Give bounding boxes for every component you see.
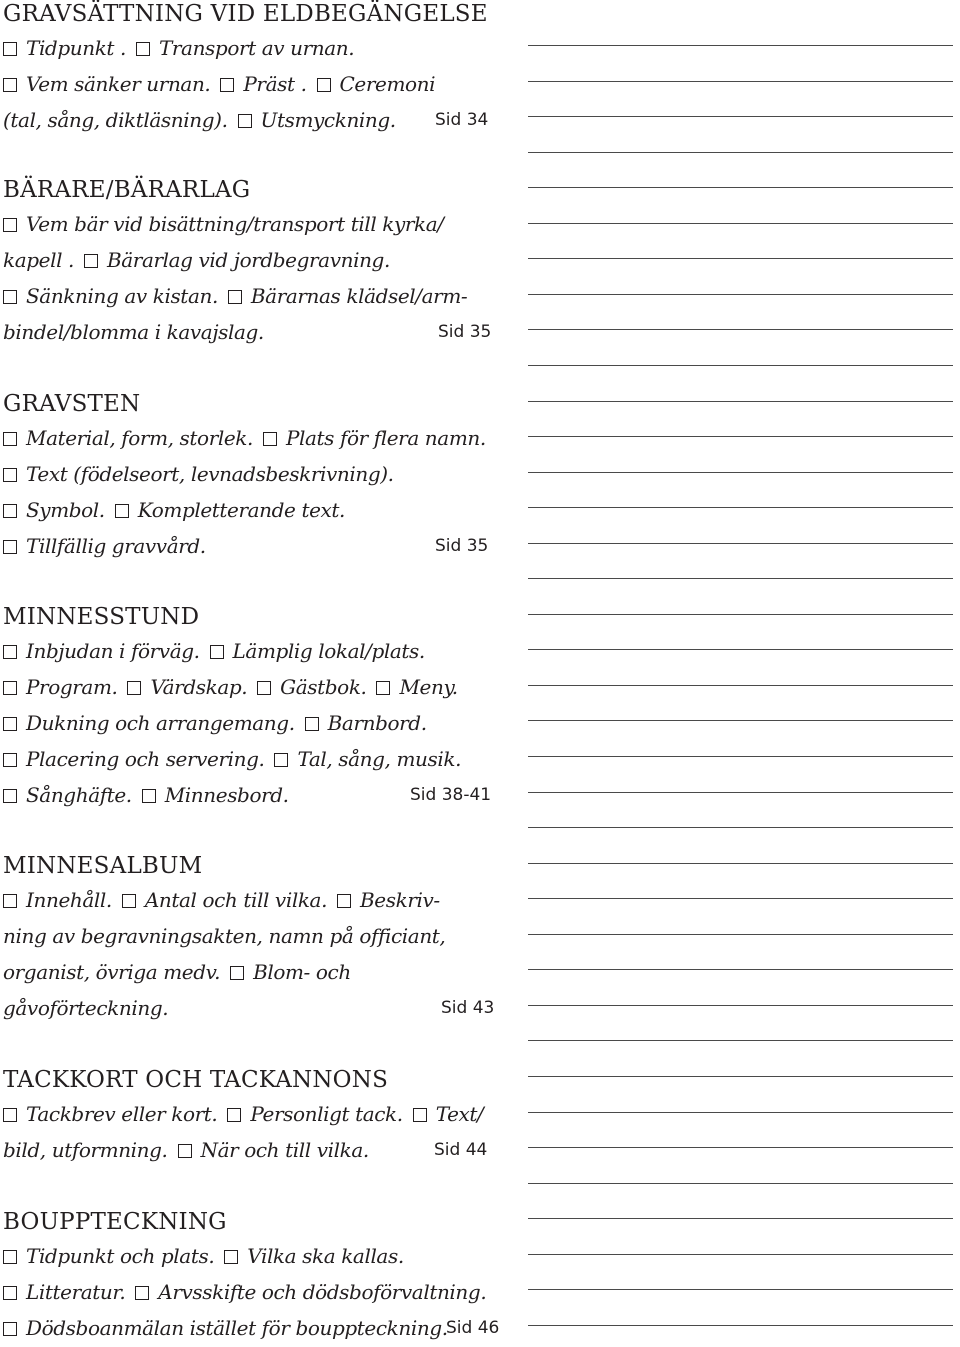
writing-line (528, 685, 953, 686)
checklist-item[interactable] (3, 498, 105, 522)
checkbox[interactable] (274, 753, 288, 767)
writing-line (528, 1218, 953, 1219)
checkbox[interactable] (3, 540, 17, 554)
checkbox[interactable] (3, 1250, 17, 1264)
checkbox[interactable] (3, 1108, 17, 1122)
writing-line (528, 578, 953, 579)
writing-line (528, 649, 953, 650)
checkbox[interactable] (230, 966, 244, 980)
checkbox[interactable] (3, 717, 17, 731)
checklist-item-text: Vilka ska kallas. (247, 1244, 404, 1268)
checklist-item-text: bild, utformning. (3, 1138, 168, 1162)
page-reference: Sid 35 (438, 322, 492, 342)
checklist-item-text: Utsmyckning. (260, 108, 396, 132)
checklist-item-text: Sänkning av kistan. (26, 284, 218, 308)
checklist-item[interactable] (3, 747, 265, 771)
checklist-item[interactable] (259, 426, 486, 450)
section-heading: BOUPPTECKNING (3, 1209, 227, 1235)
checklist-item (3, 248, 74, 272)
checklist-line (3, 66, 435, 102)
checkbox[interactable] (3, 894, 17, 908)
page-reference: Sid 46 (446, 1318, 500, 1338)
checklist-line (3, 1238, 404, 1274)
section (3, 852, 508, 1020)
checkbox[interactable] (84, 254, 98, 268)
checklist-item[interactable] (3, 212, 444, 236)
checklist-item-text: Program. (26, 675, 118, 699)
checklist-item[interactable] (3, 72, 210, 96)
checklist-item[interactable] (301, 711, 427, 735)
checklist-line (3, 30, 354, 66)
writing-line (528, 756, 953, 757)
checklist-item (3, 924, 445, 948)
writing-lines (528, 0, 953, 1347)
checklist-item-text: bindel/blomma i kavajslag. (3, 320, 264, 344)
checkbox[interactable] (305, 717, 319, 731)
checklist-item-text: Tidpunkt och plats. (26, 1244, 215, 1268)
writing-line (528, 720, 953, 721)
checkbox[interactable] (135, 1286, 149, 1300)
writing-line (528, 969, 953, 970)
checklist-item[interactable] (123, 675, 247, 699)
checklist-item-text: Tidpunkt . (26, 36, 126, 60)
checkbox[interactable] (3, 753, 17, 767)
checkbox[interactable] (3, 1322, 17, 1336)
checkbox[interactable] (3, 504, 17, 518)
checklist-item-text: Sånghäfte. (26, 783, 132, 807)
checklist-item[interactable] (3, 1102, 217, 1126)
checklist-item-text: organist, övriga medv. (3, 960, 221, 984)
checkbox[interactable] (3, 468, 17, 482)
checklist-item[interactable] (3, 1280, 125, 1304)
page-reference: Sid 44 (434, 1140, 488, 1160)
section (3, 390, 508, 558)
checklist-line (3, 528, 489, 564)
writing-line (528, 472, 953, 473)
checklist-item-text: Gästbok. (280, 675, 367, 699)
checklist-line (3, 633, 425, 669)
checkbox[interactable] (238, 114, 252, 128)
checklist-line (3, 918, 445, 954)
section (3, 603, 508, 807)
checklist-line (3, 705, 427, 741)
checklist-item[interactable] (3, 36, 126, 60)
checklist-item (3, 960, 220, 984)
writing-line (528, 329, 953, 330)
checklist-line (3, 777, 492, 813)
checklist-line (3, 278, 467, 314)
checkbox[interactable] (227, 1108, 241, 1122)
checklist-item[interactable] (138, 783, 289, 807)
checklist-item-text: Beskriv- (360, 888, 440, 912)
checklist-item[interactable] (3, 426, 253, 450)
section (3, 0, 508, 132)
checkbox[interactable] (3, 789, 17, 803)
checklist-item[interactable] (226, 960, 351, 984)
checklist-line (3, 741, 461, 777)
checklist-item-text: Innehåll. (26, 888, 112, 912)
writing-line (528, 792, 953, 793)
checklist-item[interactable] (132, 36, 354, 60)
section-heading: GRAVSTEN (3, 391, 141, 417)
checkbox[interactable] (3, 42, 17, 56)
checklist-item[interactable] (3, 675, 117, 699)
checklist-item-text: Barnbord. (327, 711, 427, 735)
checkbox[interactable] (317, 78, 331, 92)
writing-line (528, 1325, 953, 1326)
checkbox[interactable] (337, 894, 351, 908)
checklist-item-text: Text/ (435, 1102, 484, 1126)
checklist-item-text: Tal, sång, musik. (297, 747, 462, 771)
checklist-item-text: Material, form, storlek. (26, 426, 253, 450)
checklist-item[interactable] (3, 284, 218, 308)
checklist-line (3, 456, 394, 492)
checkbox[interactable] (3, 681, 17, 695)
checklist-line (3, 669, 458, 705)
checklist-item[interactable] (220, 1244, 404, 1268)
writing-line (528, 543, 953, 544)
checkbox[interactable] (142, 789, 156, 803)
writing-line (528, 1183, 953, 1184)
checklist-item (3, 108, 228, 132)
checklist-item[interactable] (3, 783, 132, 807)
section-heading: MINNESALBUM (3, 853, 203, 879)
checkbox[interactable] (263, 432, 277, 446)
checklist-line (3, 1310, 500, 1346)
section-heading: TACKKORT OCH TACKANNONS (3, 1067, 389, 1093)
writing-line (528, 1076, 953, 1077)
checklist-item-text: gåvoförteckning. (3, 996, 169, 1020)
checklist-item[interactable] (118, 888, 327, 912)
checkbox[interactable] (3, 290, 17, 304)
section (3, 1066, 508, 1162)
checklist-item[interactable] (80, 248, 390, 272)
writing-line (528, 1005, 953, 1006)
checklist-item[interactable] (372, 675, 457, 699)
checklist-item-text: Minnesbord. (164, 783, 289, 807)
checklist-item[interactable] (3, 1244, 214, 1268)
checklist-item[interactable] (3, 888, 112, 912)
checklist-item-text: (tal, sång, diktläsning). (3, 108, 228, 132)
writing-line (528, 507, 953, 508)
checklist-item-text: Antal och till vilka. (144, 888, 328, 912)
checklist-line (3, 314, 492, 350)
writing-line (528, 223, 953, 224)
checklist-item[interactable] (224, 284, 467, 308)
checkbox[interactable] (3, 1286, 17, 1300)
writing-line (528, 827, 953, 828)
checklist-item-text: Bärarlag vid jordbegravning. (106, 248, 390, 272)
checklist-item-text: Lämplig lokal/plats. (232, 639, 425, 663)
page-reference: Sid 38-41 (410, 785, 492, 805)
writing-line (528, 1289, 953, 1290)
writing-line (528, 934, 953, 935)
checklist-item-text: Symbol. (26, 498, 105, 522)
checklist-item[interactable] (253, 675, 366, 699)
checklist-item[interactable] (270, 747, 461, 771)
checklist-item-text: Placering och servering. (26, 747, 265, 771)
checkbox[interactable] (220, 78, 234, 92)
checklist-item-text: Kompletterande text. (137, 498, 345, 522)
checkbox[interactable] (228, 290, 242, 304)
checklist-item (3, 1138, 168, 1162)
writing-line (528, 614, 953, 615)
checkbox[interactable] (115, 504, 129, 518)
checklist-item-text: Litteratur. (26, 1280, 126, 1304)
checklist-item[interactable] (313, 72, 436, 96)
checkbox[interactable] (210, 645, 224, 659)
checklist-line (3, 1096, 483, 1132)
checklist-item-text: Tackbrev eller kort. (26, 1102, 218, 1126)
checklist-item[interactable] (3, 462, 394, 486)
writing-line (528, 1147, 953, 1148)
checklist-item[interactable] (216, 72, 306, 96)
page-reference: Sid 35 (435, 536, 489, 556)
checklist-item (3, 996, 168, 1020)
checklist-item-text: Vem bär vid bisättning/transport till kyrka/ (26, 212, 444, 236)
checklist-item[interactable] (111, 498, 345, 522)
writing-line (528, 294, 953, 295)
checklist-item-text: Bärarnas klädsel/arm- (250, 284, 468, 308)
section-heading: BÄRARE/BÄRARLAG (3, 177, 251, 203)
writing-line (528, 365, 953, 366)
section-heading: GRAVSÄTTNING VID ELDBEGÄNGELSE (3, 1, 488, 27)
checkbox[interactable] (3, 645, 17, 659)
page-reference: Sid 34 (435, 110, 489, 130)
checklist-item-text: Plats för flera namn. (285, 426, 486, 450)
checklist-item (3, 320, 264, 344)
checklist-item-text: kapell . (3, 248, 74, 272)
checklist-item-text: Dukning och arrangemang. (26, 711, 295, 735)
checklist-line (3, 1132, 488, 1168)
writing-line (528, 863, 953, 864)
section (3, 176, 508, 344)
writing-line (528, 1040, 953, 1041)
writing-line (528, 187, 953, 188)
checkbox[interactable] (178, 1144, 192, 1158)
writing-line (528, 152, 953, 153)
checkbox[interactable] (122, 894, 136, 908)
checklist-line (3, 882, 440, 918)
checklist-line (3, 420, 486, 456)
checklist-line (3, 242, 390, 278)
writing-line (528, 81, 953, 82)
checklist-line (3, 1274, 486, 1310)
writing-line (528, 258, 953, 259)
checkbox[interactable] (127, 681, 141, 695)
checklist-line (3, 206, 444, 242)
checklist-item-text: Dödsboanmälan istället för bouppteckning. (26, 1316, 448, 1340)
writing-line (528, 1112, 953, 1113)
writing-line (528, 1254, 953, 1255)
checklist-item[interactable] (223, 1102, 402, 1126)
checklist-item[interactable] (234, 108, 396, 132)
checklist-item[interactable] (3, 534, 206, 558)
checklist-item-text: När och till vilka. (200, 1138, 369, 1162)
writing-line (528, 116, 953, 117)
checklist-item-text: Vem sänker urnan. (26, 72, 211, 96)
writing-line (528, 436, 953, 437)
checkbox[interactable] (224, 1250, 238, 1264)
checkbox[interactable] (376, 681, 390, 695)
writing-line (528, 45, 953, 46)
checklist-item-text: ning av begravningsakten, namn på officiant, (3, 924, 446, 948)
checklist-item[interactable] (3, 711, 295, 735)
checklist-item[interactable] (333, 888, 440, 912)
section-heading: MINNESSTUND (3, 604, 200, 630)
checkbox[interactable] (3, 78, 17, 92)
checklist-item-text: Arvsskifte och dödsboförvaltning. (158, 1280, 487, 1304)
checklist-item-text: Transport av urnan. (158, 36, 355, 60)
checkbox[interactable] (3, 218, 17, 232)
checklist-item-text: Text (födelseort, levnadsbeskrivning). (26, 462, 394, 486)
checklist-item-text: Personligt tack. (250, 1102, 403, 1126)
checklist-item[interactable] (3, 1316, 448, 1340)
section (3, 1208, 508, 1340)
checklist-line (3, 492, 345, 528)
checklist-item-text: Värdskap. (150, 675, 248, 699)
checklist-line (3, 954, 351, 990)
checklist-item[interactable] (206, 639, 425, 663)
page-reference: Sid 43 (441, 998, 495, 1018)
checkbox[interactable] (257, 681, 271, 695)
checklist-item[interactable] (409, 1102, 484, 1126)
checklist-item-text: Ceremoni (339, 72, 436, 96)
writing-line (528, 401, 953, 402)
checklist-line (3, 102, 489, 138)
writing-line (528, 898, 953, 899)
checklist-line (3, 990, 495, 1026)
checklist-item[interactable] (174, 1138, 369, 1162)
checkbox[interactable] (3, 432, 17, 446)
checklist-item-text: Blom- och (253, 960, 351, 984)
checklist-item[interactable] (3, 639, 200, 663)
checklist-item-text: Inbjudan i förväg. (26, 639, 200, 663)
checklist-item[interactable] (131, 1280, 486, 1304)
checklist-item-text: Präst . (243, 72, 307, 96)
checkbox[interactable] (136, 42, 150, 56)
checkbox[interactable] (413, 1108, 427, 1122)
checklist-item-text: Meny. (399, 675, 458, 699)
checklist-item-text: Tillfällig gravvård. (26, 534, 206, 558)
